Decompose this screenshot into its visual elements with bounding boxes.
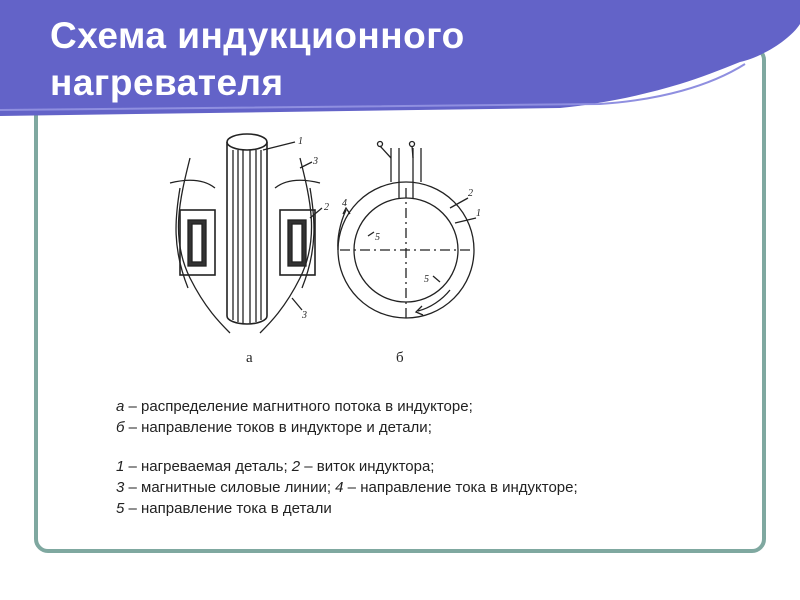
- legend-line: б – направление токов в индукторе и детали;: [116, 419, 432, 436]
- callout-b-5-inner: 5: [375, 232, 380, 243]
- page-title: [50, 12, 465, 106]
- figure-label-b: б: [396, 350, 404, 366]
- induction-heater-diagram: [150, 128, 490, 378]
- callout-a-2: 2: [324, 202, 329, 213]
- figure-legend: [116, 396, 716, 519]
- legend-line: 1 – нагреваемая деталь; 2 – виток индуктора;: [116, 458, 435, 475]
- figure-label-a: а: [246, 350, 253, 366]
- title-line-1: Схема индукционного: [50, 15, 465, 56]
- callout-b-5-outer: 5: [424, 274, 429, 285]
- callout-a-3-top: 3: [313, 156, 318, 167]
- legend-spacer: [116, 438, 716, 456]
- diagram-a: [170, 134, 322, 333]
- legend-line: а – распределение магнитного потока в индукторе;: [116, 398, 473, 415]
- legend-line: 3 – магнитные силовые линии; 4 – направление тока в индукторе;: [116, 479, 578, 496]
- callout-b-1: 1: [476, 208, 481, 219]
- callout-a-3-bottom: 3: [302, 310, 307, 321]
- callout-b-4: 4: [342, 198, 347, 209]
- callout-a-1: 1: [298, 136, 303, 147]
- callout-b-2: 2: [468, 188, 473, 199]
- diagram-b: [338, 142, 476, 319]
- title-line-2: нагревателя: [50, 62, 284, 103]
- legend-line: 5 – направление тока в детали: [116, 500, 332, 517]
